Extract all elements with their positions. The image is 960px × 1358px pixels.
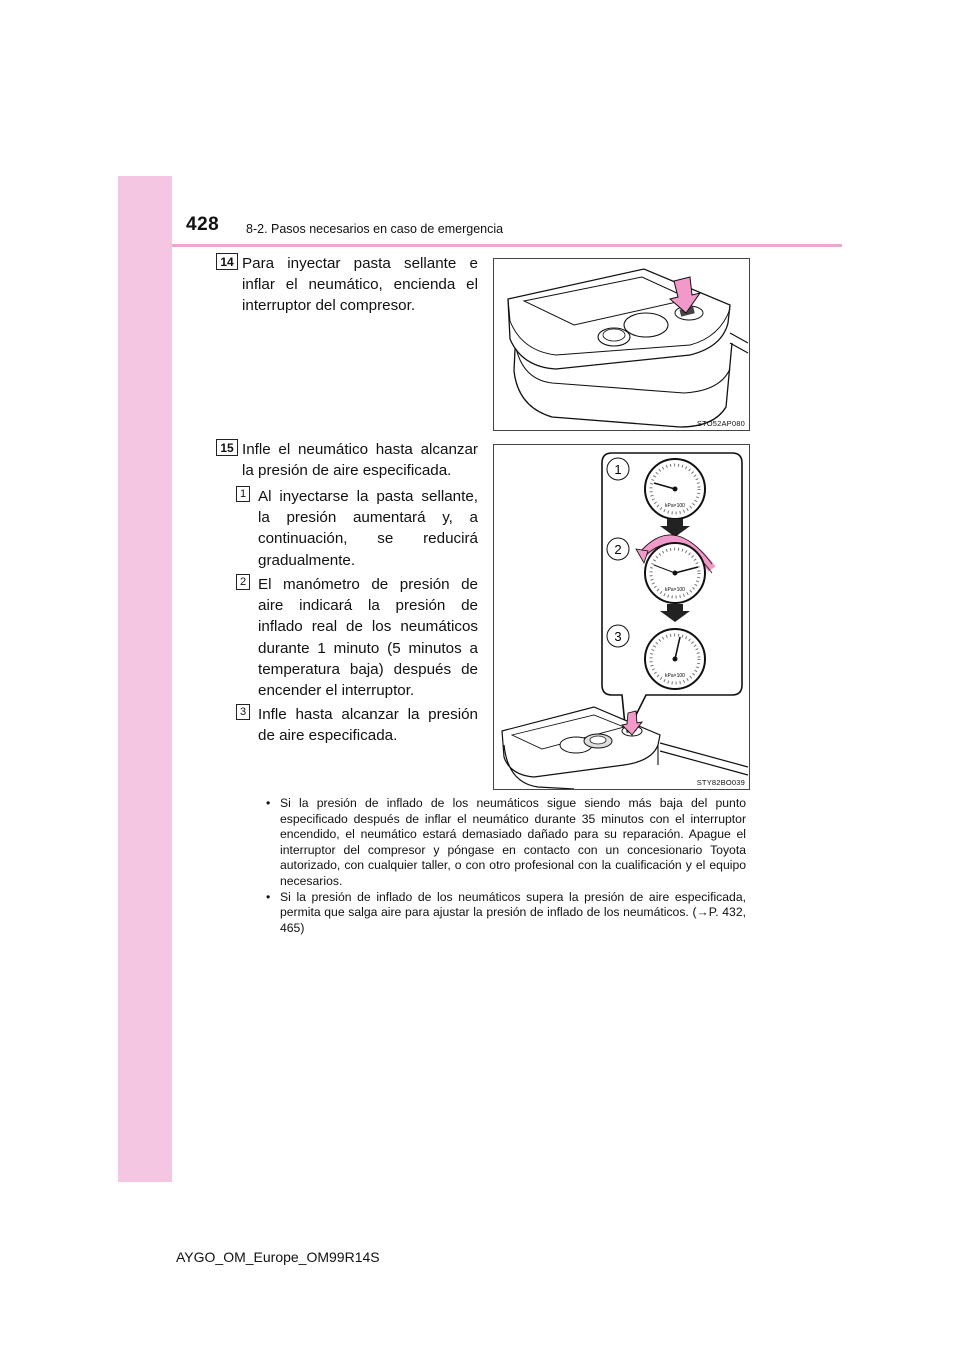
compressor-switch-figure <box>493 258 750 431</box>
gauge-sequence-illustration <box>494 445 749 789</box>
note-bullet: • <box>266 796 271 810</box>
gauge-3-icon <box>645 629 705 689</box>
document-id: AYGO_OM_Europe_OM99R14S <box>176 1249 380 1265</box>
svg-text:3: 3 <box>614 629 622 644</box>
side-color-band <box>118 176 172 1182</box>
page-number: 428 <box>186 214 220 235</box>
svg-text:kPa×100: kPa×100 <box>665 587 685 593</box>
figure-label-3 <box>607 625 629 647</box>
substep-2-badge: 2 <box>236 574 250 590</box>
figure-label-1 <box>607 458 629 480</box>
step-15-badge: 15 <box>216 439 238 456</box>
svg-text:kPa×100: kPa×100 <box>665 673 685 679</box>
note-bullet: • <box>266 889 271 904</box>
figure-label-2 <box>607 538 629 560</box>
gauge-1-icon <box>645 459 705 519</box>
figure-code: STO52AP080 <box>696 419 745 428</box>
section-title: 8-2. Pasos necesarios en caso de emergencia <box>246 222 504 236</box>
step-14-badge: 14 <box>216 253 238 270</box>
header-rule <box>172 244 842 247</box>
step-14-text: Para inyectar pasta sellante e inflar el neumático, encienda el interruptor del compresor. <box>242 255 478 315</box>
note-item <box>266 890 746 937</box>
compressor-illustration <box>494 259 749 430</box>
notes-list <box>266 796 746 936</box>
figure-code: STY82BO039 <box>696 778 745 787</box>
svg-text:1: 1 <box>614 462 622 477</box>
note-text: Si la presión de inflado de los neumáticos supera la presión de aire especificada, permita que salga aire para ajustar la presión de inflado de los neumáticos. (→P. 432, 465) <box>280 889 746 935</box>
substep-1-text: Al inyectarse la pasta sellante, la presión aumentará y, a continuación, se reducirá gradualmente. <box>258 488 478 569</box>
substep-1-badge: 1 <box>236 486 250 502</box>
pressure-gauge-figure <box>493 444 750 790</box>
note-text: Si la presión de inflado de los neumáticos sigue siendo más baja del punto especificado después de inflar el neumático durante 35 minutos con el interruptor encendido, el neumático estará demasiado dañado para su reparación. Apague el interruptor del compresor y póngase en contacto con un concesionario Toyota autorizado, con cualquier taller, o con otro profesional con la cualificación y el equipo necesarios. <box>280 796 746 888</box>
svg-text:kPa×100: kPa×100 <box>665 503 685 509</box>
substep-2-text: El manómetro de presión de aire indicará la presión de inflado real de los neumáticos durante 1 minuto (5 minutos a temperatura baja) después de encender el interruptor. <box>258 576 478 700</box>
svg-text:2: 2 <box>614 542 622 557</box>
note-item <box>266 796 746 890</box>
substep-3-badge: 3 <box>236 704 250 720</box>
substep-3-text: Infle hasta alcanzar la presión de aire especificada. <box>258 706 478 745</box>
step-15-text: Infle el neumático hasta alcanzar la presión de aire especificada. <box>242 441 478 480</box>
